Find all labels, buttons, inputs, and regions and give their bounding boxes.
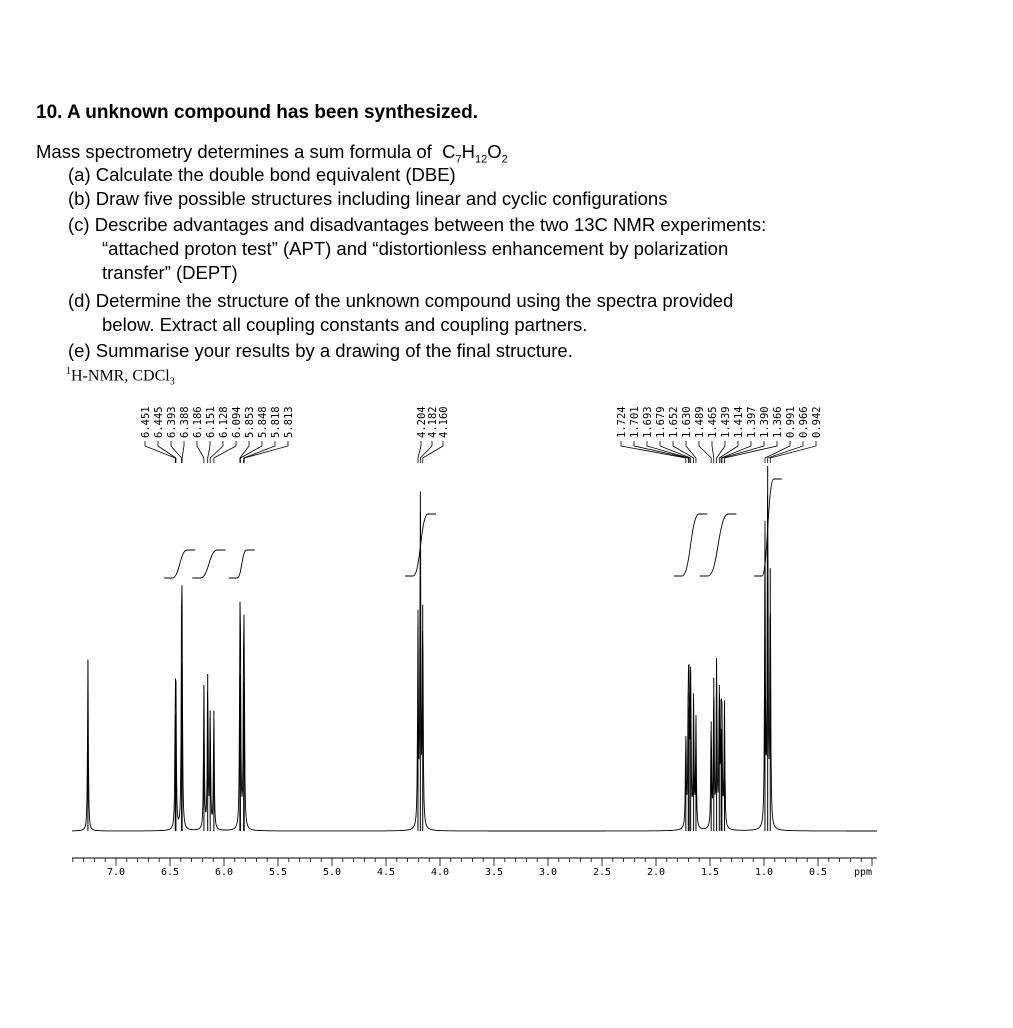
peak-leader (197, 441, 204, 463)
x-axis-label: ppm (854, 867, 873, 878)
x-tick-label: 4.5 (376, 867, 396, 878)
x-tick-label: 6.5 (160, 867, 180, 878)
integral-2 (229, 550, 255, 578)
x-tick-label: 6.0 (214, 867, 234, 878)
peak-leader (699, 441, 711, 463)
x-tick-label: 4.0 (430, 867, 450, 878)
peak-label: 1.630 (681, 406, 693, 438)
peak-label: 1.489 (694, 406, 706, 438)
peak-label: 0.966 (798, 406, 810, 438)
item-a: (a) Calculate the double bond equivalent (DBE) (68, 164, 456, 185)
peak-label: 1.465 (707, 406, 719, 438)
item-b: (b) Draw five possible structures including linear and cyclic configurations (68, 188, 668, 209)
x-tick-label: 5.0 (322, 867, 342, 878)
integral-4 (674, 514, 707, 576)
integral-1 (192, 550, 225, 578)
peak-label: 6.094 (231, 406, 243, 438)
x-tick-label: 0.5 (808, 867, 828, 878)
x-tick-label: 2.0 (646, 867, 666, 878)
peak-label: 6.128 (218, 406, 230, 438)
spectrum-caption: $^1$H-NMR, CDCl$_3$ (66, 366, 175, 388)
integral-0 (164, 550, 195, 578)
peak-label: 1.397 (746, 406, 758, 438)
x-tick-label: 1.5 (700, 867, 720, 878)
intro-text: Mass spectrometry determines a sum formula of (36, 141, 432, 162)
peak-leader (768, 441, 803, 463)
peak-leader (634, 441, 688, 463)
x-tick-label: 5.5 (268, 867, 288, 878)
peak-label: 4.160 (438, 406, 450, 438)
peak-label: 6.151 (205, 406, 217, 438)
peak-label: 1.652 (668, 406, 680, 438)
x-tick-label: 2.5 (592, 867, 612, 878)
peak-label: 1.701 (629, 406, 641, 438)
peak-leader (420, 441, 432, 463)
x-tick-label: 3.5 (484, 867, 504, 878)
peak-label: 1.439 (720, 406, 732, 438)
peak-label: 1.679 (655, 406, 667, 438)
peak-leader (721, 441, 751, 463)
spectrum-trace (72, 496, 877, 832)
peak-label: 4.182 (427, 406, 439, 438)
x-tick-label: 3.0 (538, 867, 558, 878)
item-e: (e) Summarise your results by a drawing of the final structure. (68, 340, 573, 361)
x-tick-label: 7.0 (106, 867, 126, 878)
peak-label: 1.390 (759, 406, 771, 438)
item-c: (c) Describe advantages and disadvantages between the two 13C NMR experiments: “attached proton test” (APT) and “distortionless enhancement by polarization transfer” (DEPT) (68, 214, 767, 283)
peak-label: 5.853 (244, 406, 256, 438)
peak-label: 5.818 (270, 406, 282, 438)
peak-label: 1.366 (772, 406, 784, 438)
peak-label: 1.414 (733, 406, 745, 438)
peak-label: 6.451 (140, 406, 152, 438)
peak-label: 6.393 (166, 406, 178, 438)
peak-leader (244, 441, 275, 463)
peak-leader (210, 441, 223, 463)
peak-label: 6.445 (153, 406, 165, 438)
peak-leader (182, 441, 184, 463)
peak-label: 4.204 (416, 406, 428, 438)
peak-label: 0.991 (785, 406, 797, 438)
sum-formula: $C_7H_{12}O_2$ (442, 141, 508, 166)
peak-label: 5.848 (257, 406, 269, 438)
peak-label: 5.813 (283, 406, 295, 438)
x-tick-label: 1.0 (754, 867, 774, 878)
peak-leader (208, 441, 210, 463)
peak-label: 1.724 (616, 406, 628, 438)
question-title: 10. A unknown compound has been synthesized. (36, 102, 478, 123)
peak-label: 6.388 (179, 406, 191, 438)
integral-5 (700, 514, 737, 576)
peak-leader (712, 441, 714, 463)
item-d: (d) Determine the structure of the unknown compound using the spectra provided below. Extract all coupling constants and coupling partners. (68, 290, 734, 335)
peak-label: 1.693 (642, 406, 654, 438)
peak-label: 6.186 (192, 406, 204, 438)
peak-label: 0.942 (811, 406, 823, 438)
